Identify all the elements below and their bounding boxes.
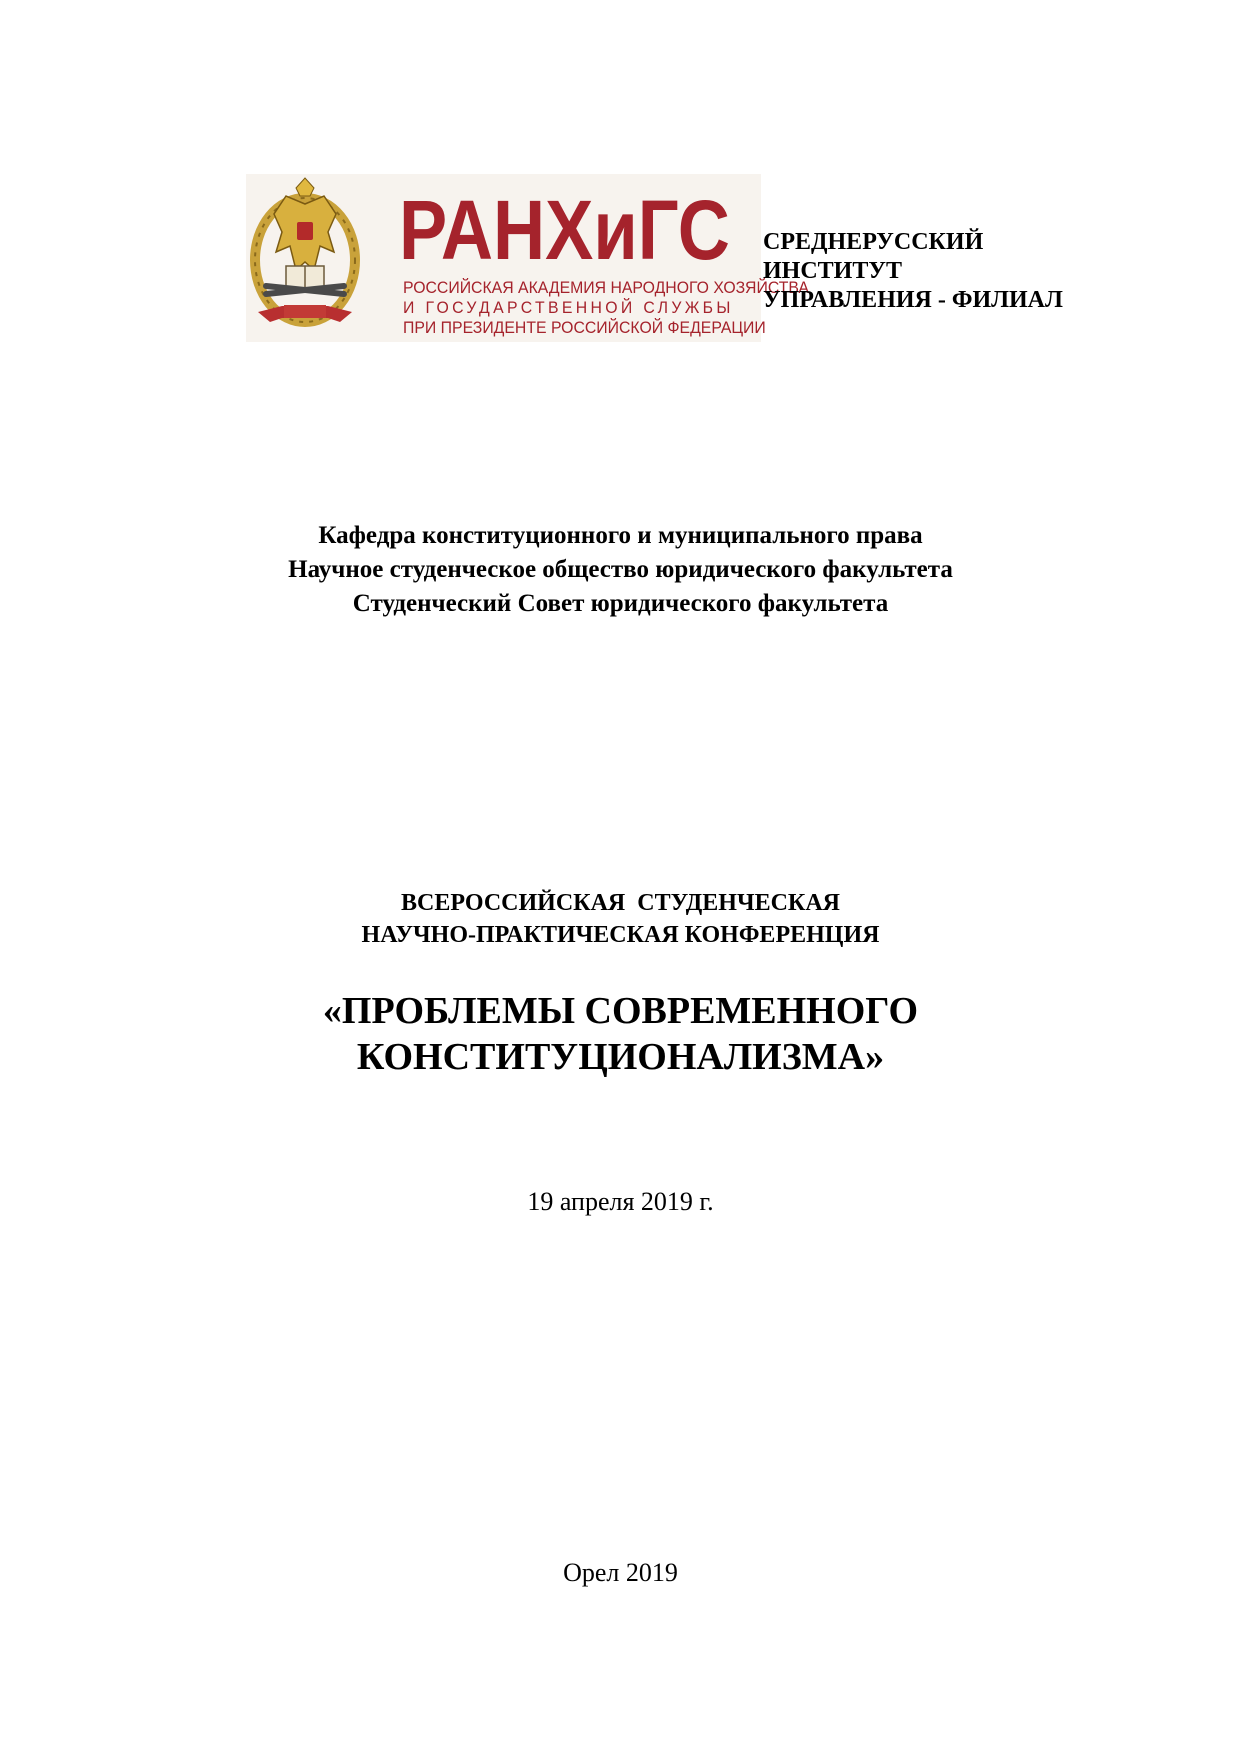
brand-line-1: РОССИЙСКАЯ АКАДЕМИЯ НАРОДНОГО ХОЗЯЙСТВА	[403, 278, 809, 297]
conference-title-line: «ПРОБЛЕМЫ СОВРЕМЕННОГО	[322, 990, 919, 1032]
conference-title	[0, 988, 1241, 1080]
institute-line: УПРАВЛЕНИЯ - ФИЛИАЛ	[763, 287, 1063, 313]
institute-line: СРЕДНЕРУССКИЙ	[763, 229, 984, 255]
departments	[0, 519, 1241, 621]
brand-name: РАНХиГС	[399, 183, 730, 277]
conference-type-line: НАУЧНО-ПРАКТИЧЕСКАЯ КОНФЕРЕНЦИЯ	[361, 922, 880, 948]
conference-type-line: ВСЕРОССИЙСКАЯ СТУДЕНЧЕСКАЯ	[401, 890, 840, 916]
ranepa-emblem-icon	[246, 174, 364, 342]
brand-line-3: ПРИ ПРЕЗИДЕНТЕ РОССИЙСКОЙ ФЕДЕРАЦИИ	[403, 318, 766, 337]
conference-type	[0, 887, 1241, 951]
department-line: Кафедра конституционного и муниципального права	[318, 522, 923, 549]
institute-line: ИНСТИТУТ	[763, 258, 902, 284]
brand-line-2: И ГОСУДАРСТВЕННОЙ СЛУЖБЫ	[403, 298, 734, 317]
place-year: Орел 2019	[563, 1558, 678, 1587]
conference-date: 19 апреля 2019 г.	[527, 1187, 714, 1216]
department-line: Научное студенческое общество юридического факультета	[288, 556, 953, 583]
department-line: Студенческий Совет юридического факультета	[352, 590, 889, 617]
ranepa-logo	[246, 174, 809, 342]
institute-name	[763, 228, 1123, 315]
conference-title-line: КОНСТИТУЦИОНАЛИЗМА»	[356, 1036, 885, 1078]
